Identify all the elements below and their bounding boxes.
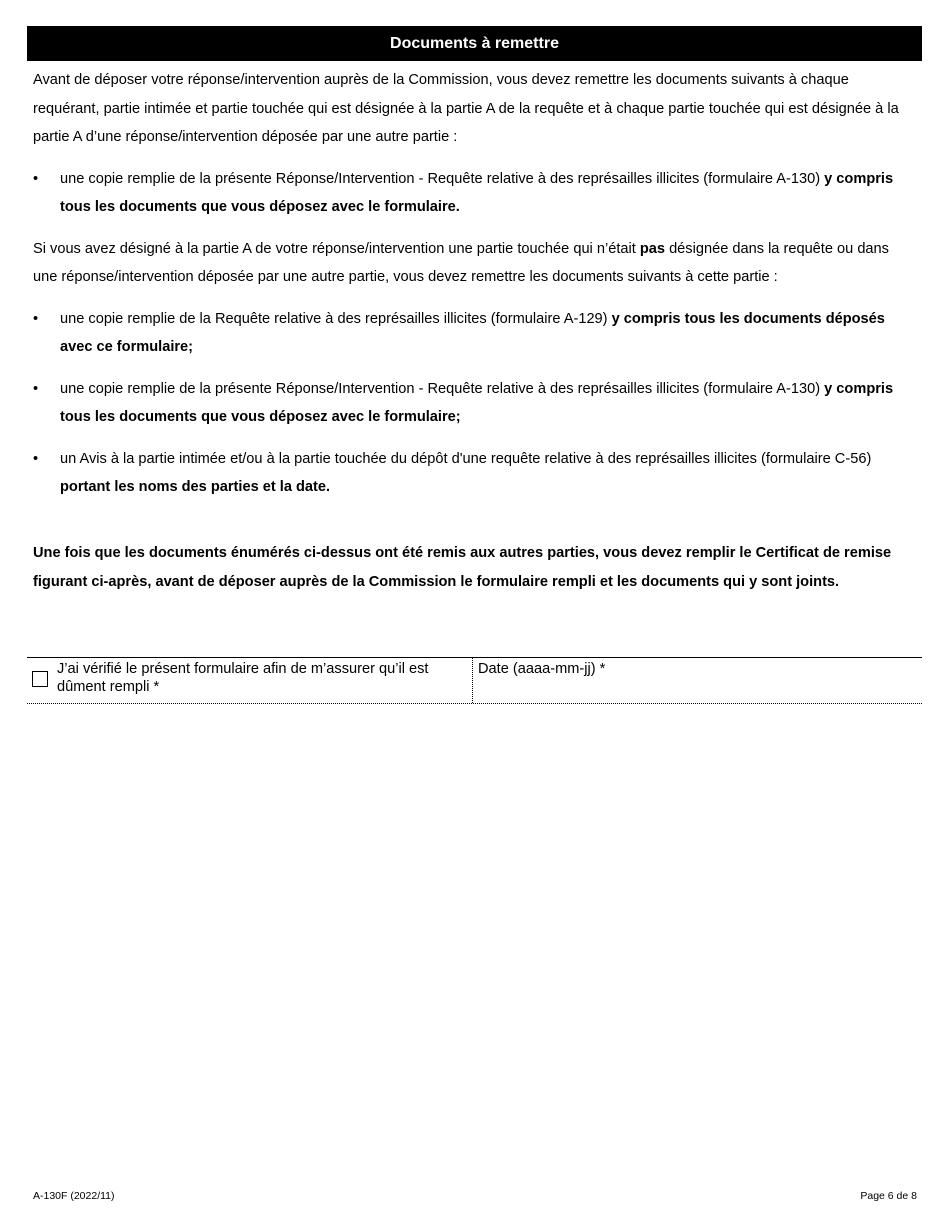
section-header xyxy=(27,26,922,61)
date-field-label: Date (aaaa-mm-jj) * xyxy=(478,661,606,677)
page-number: Page 6 de 8 xyxy=(860,1190,917,1202)
list-item: • une copie remplie de la Requête relative à des représailles illicites (formulaire A-129) y compris tous les documents déposés avec ce formulaire; xyxy=(33,305,913,362)
bullet-icon: • xyxy=(33,170,39,187)
verified-checkbox[interactable] xyxy=(32,671,48,687)
intro-paragraph: Avant de déposer votre réponse/intervention auprès de la Commission, vous devez remettre les documents suivants à chaque requérant, partie intimée et partie touchée qui est désignée à la partie A de la requête et à chaque partie touchée qui est désignée à la partie A d’une réponse/intervention déposée par une autre partie : xyxy=(33,72,899,145)
verification-form xyxy=(27,657,922,704)
date-field[interactable] xyxy=(473,658,922,703)
verified-checkbox-label: J’ai vérifié le présent formulaire afin de m’assurer qu’il est dûment rempli * xyxy=(57,661,429,695)
bullet-icon: • xyxy=(33,380,39,397)
final-note: Une fois que les documents énumérés ci-dessus ont été remis aux autres parties, vous devez remplir le Certificat de remise figurant ci-après, avant de déposer auprès de la Commission le formulaire rempli et les documents qui y sont joints. xyxy=(33,544,892,590)
bullet-icon: • xyxy=(33,310,39,327)
section-title: Documents à remettre xyxy=(390,34,559,52)
bullet-list-2 xyxy=(33,305,913,502)
verification-cell xyxy=(27,658,473,703)
mid-paragraph: Si vous avez désigné à la partie A de votre réponse/intervention une partie touchée qui n’était pas désignée dans la requête ou dans une réponse/intervention déposée par une autre partie, vous devez remettre les documents suivants à cette partie : xyxy=(33,240,889,285)
list-item: • une copie remplie de la présente Réponse/Intervention - Requête relative à des représailles illicites (formulaire A-130) y compris tous les documents que vous déposez avec le formulaire; xyxy=(33,375,913,432)
form-code: A-130F (2022/11) xyxy=(33,1190,115,1202)
bullet-icon: • xyxy=(33,450,39,467)
list-item: • une copie remplie de la présente Réponse/Intervention - Requête relative à des représailles illicites (formulaire A-130) y compris tous les documents que vous déposez avec le formulaire. xyxy=(33,165,913,222)
list-item: • un Avis à la partie intimée et/ou à la partie touchée du dépôt d'une requête relative à des représailles illicites (formulaire C-56) portant les noms des parties et la date. xyxy=(33,445,913,502)
bullet-list-1 xyxy=(33,165,913,222)
instructions xyxy=(33,66,913,597)
